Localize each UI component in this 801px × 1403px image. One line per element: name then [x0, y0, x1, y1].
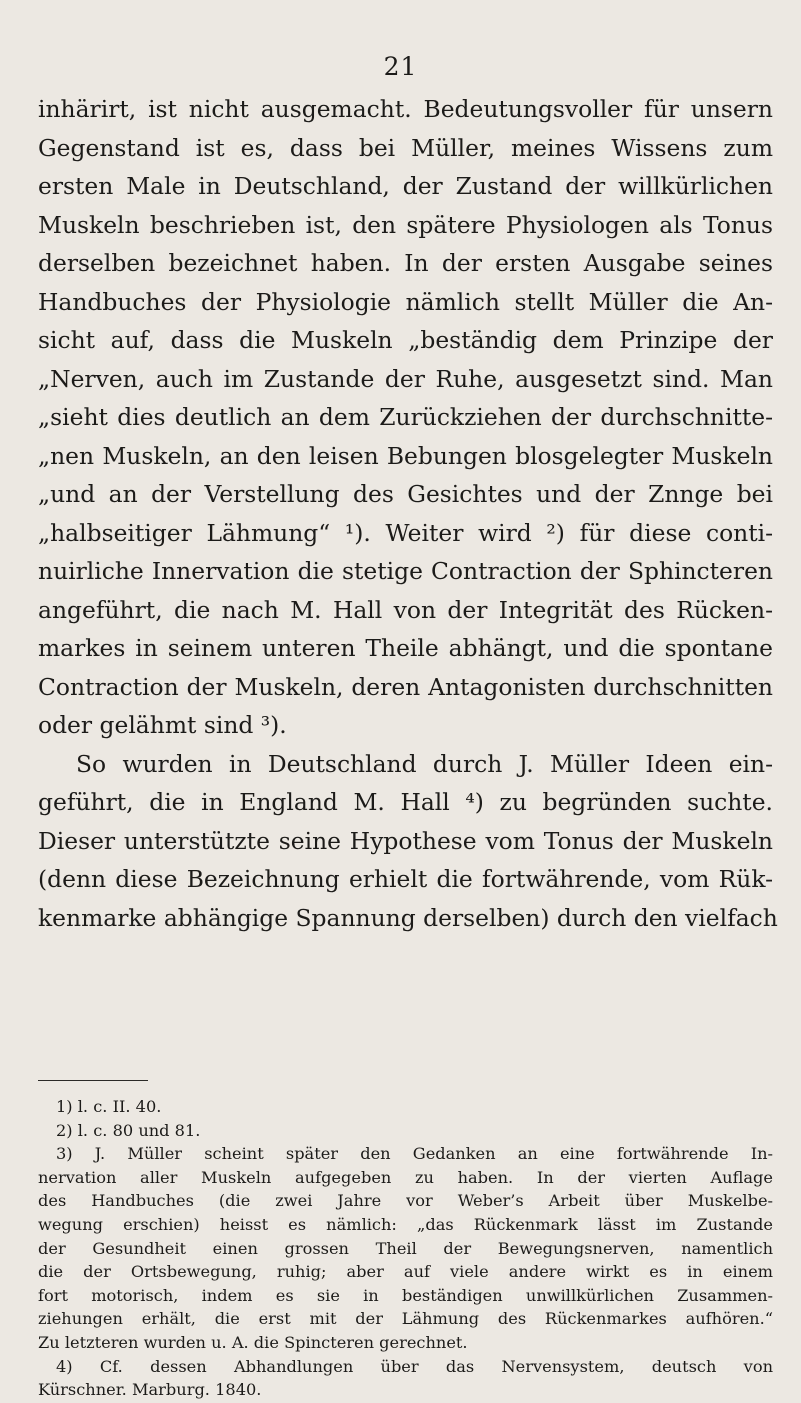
footnote-line: 2) l. c. 80 und 81. — [56, 1120, 201, 1140]
footnote-line: 4) Cf. dessen Abhandlungen über das Nervensystem, deutsch von — [56, 1356, 773, 1376]
text-line: ersten Male in Deutschland, der Zustand der willkürlichen — [38, 172, 773, 200]
text-line: Contraction der Muskeln, deren Antagonisten durchschnitten — [38, 672, 773, 701]
text-line: Dieser unterstützte seine Hypothese vom Tonus der Muskeln — [38, 826, 773, 855]
footnote-line: 3) J. Müller scheint später den Gedanken an eine fortwährende In- — [56, 1144, 773, 1164]
text-line: derselben bezeichnet haben. In der ersten Ausgabe seines — [38, 249, 773, 277]
text-line: markes in seinem unteren Theile abhängt, und die spontane — [38, 634, 773, 662]
text-line: „Nerven, auch im Zustande der Ruhe, ausgesetzt sind. Man — [38, 364, 773, 393]
text-line: nuirliche Innervation die stetige Contraction der Sphincteren — [38, 557, 773, 585]
text-line: angeführt, die nach M. Hall von der Integrität des Rücken- — [38, 595, 773, 624]
text-line: inhärirt, ist nicht ausgemacht. Bedeutungsvoller für unsern — [38, 95, 773, 123]
footnote-line: wegung erschien) heisst es nämlich: „das Rückenmark lässt im Zustande — [38, 1214, 773, 1234]
footnote-line: fort motorisch, indem es sie in beständigen unwillkürlichen Zusammen- — [38, 1285, 773, 1305]
text-line: geführt, die in England M. Hall ⁴) zu begründen suchte. — [38, 788, 773, 816]
text-line: sicht auf, dass die Muskeln „beständig dem Prinzipe der — [38, 326, 773, 354]
text-line: kenmarke abhängige Spannung derselben) durch den vielfach — [38, 903, 778, 932]
text-line: Gegenstand ist es, dass bei Müller, meines Wissens zum — [38, 133, 773, 162]
text-line: (denn diese Bezeichnung erhielt die fortwährende, vom Rük- — [38, 865, 773, 893]
footnote-line: ziehungen erhält, die erst mit der Lähmung des Rückenmarkes aufhören.“ — [38, 1309, 773, 1329]
footnote-line: 1) l. c. II. 40. — [56, 1097, 162, 1116]
footnotes — [38, 1095, 773, 1402]
footnote-line: Kürschner. Marburg. 1840. — [38, 1380, 262, 1400]
text-line: Muskeln beschrieben ist, den spätere Physiologen als Tonus — [38, 210, 773, 239]
text-line: oder gelähmt sind ³). — [38, 711, 287, 739]
footnote-divider — [38, 1080, 148, 1081]
text-line: Handbuches der Physiologie nämlich stellt Müller die An- — [38, 287, 773, 316]
body-text — [38, 90, 778, 937]
footnote-line: nervation aller Muskeln aufgegeben zu haben. In der vierten Auflage — [38, 1167, 773, 1187]
text-line: „halbseitiger Lähmung“ ¹). Weiter wird ²) für diese conti- — [38, 518, 773, 547]
text-line: „sieht dies deutlich an dem Zurückziehen der durchschnitte- — [38, 403, 773, 431]
text-line: „und an der Verstellung des Gesichtes und der Znnge bei — [38, 480, 773, 508]
page-number: 21 — [383, 52, 418, 81]
footnote-line: des Handbuches (die zwei Jahre vor Weber’s Arbeit über Muskelbe- — [38, 1191, 773, 1211]
footnote-line: die der Ortsbewegung, ruhig; aber auf viele andere wirkt es in einem — [38, 1262, 773, 1282]
footnote-line: der Gesundheit einen grossen Theil der Bewegungsnerven, namentlich — [38, 1238, 773, 1258]
text-line: „nen Muskeln, an den leisen Bebungen blosgelegter Muskeln — [38, 441, 773, 470]
footnote-line: Zu letzteren wurden u. A. die Spincteren gerechnet. — [38, 1332, 468, 1352]
text-line: So wurden in Deutschland durch J. Müller Ideen ein- — [76, 749, 773, 778]
